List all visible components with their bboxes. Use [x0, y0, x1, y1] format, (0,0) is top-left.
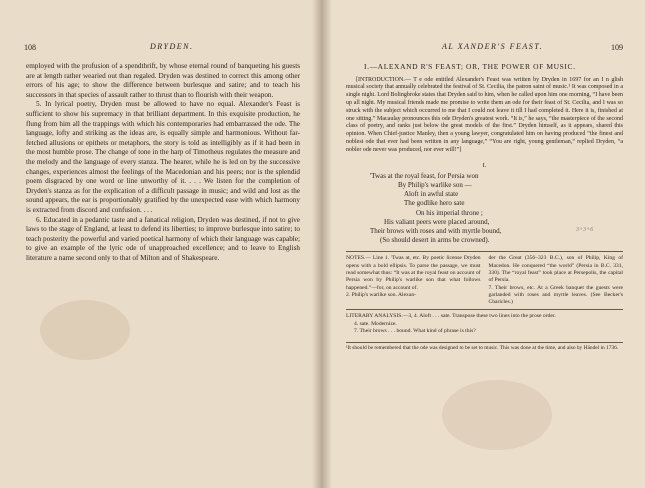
running-head: DRYDEN. [150, 42, 194, 51]
stanza-number: I. [482, 161, 487, 169]
notes-column: NOTES.— Line 1. 'Twas at, etc. By poetic license Dryden opens with a bold ellipsis. To parse the passage, we must read somewhat thus: “It was at the royal feast on account of Persia won by Philip's warlike son that what follows happened.”—for, on account of. 2. Philip's warlike son. Alexan- [346, 255, 481, 298]
poem-line: His valiant peers were placed around, [384, 217, 490, 226]
poem-line: (So should desert in arms be crowned). [380, 236, 490, 245]
poem-stanza [346, 161, 623, 246]
running-head: AL XANDER'S FEAST. [442, 42, 544, 51]
book-gutter [312, 0, 332, 488]
analysis-line: 4. sate. Modernize. [354, 320, 397, 327]
right-page [322, 0, 645, 488]
paragraph: 6. Educated in a pedantic taste and a fanatical religion, Dryden was destined, if not to give laws to the stage of England, at least to defend its liberties; to improve burlesque into satire; to teach posterity the powerful and varied poetical harmony of which their language was capable; to give an example of the lyric ode of unapproached excellence; and to leave to English literature a name second only to that of Milton and of Shakespeare. [26, 215, 300, 262]
notes-column: der the Great (356–323 B.C.), son of Philip, King of Macedon. He conquered “the world” (Persia in B.C. 331, 330). The “royal feast” took place at Persepolis, the capital of Persia. 7. Their brows, etc. At a Greek banquet the guests were garlanded with roses and myrtle leaves. (See Becker's Charicles.) [488, 255, 623, 306]
poem-line: The godlike hero sate [404, 199, 465, 208]
notes [346, 255, 623, 306]
analysis-line: 7. Their brows . . . bound. What kind of phrase is this? [354, 328, 476, 335]
footnote: ¹It should be remembered that the ode was designed to be set to music. This was done at the time, and also by Händel in 1736. [346, 342, 623, 352]
analysis-line: LITERARY ANALYSIS.—3, 4. Aloft . . . sate. Transpose these two lines into the prose order. [346, 313, 556, 320]
paragraph: employed with the profusion of a spendthrift, by whose eternal round of banqueting his guests are at length rather wearied out than regaled. Dryden was destined to correct this among other errors of his age; to show the difference between burlesque and satire; and to teach his successors in that species of assault rather to thrust than to flourish with their weapon. [26, 62, 300, 99]
pencil-annotation: 3+3+6 [576, 227, 594, 234]
poem-line: Aloft in awful state [404, 190, 459, 199]
poem-line: On his imperial throne ; [416, 208, 483, 217]
divider [346, 251, 623, 252]
section-title: I.—ALEXAND R'S FEAST; OR, THE POWER OF MUSIC. [364, 62, 576, 71]
introduction: [INTRODUCTION.— T e ode entitled Alexander's Feast was written by Dryden in 1697 for an I n glish musical society that annually celebrated the festival of St. Cecilia, the patron saint of music.¹ It was composed in a single night. Lord Bolingbroke states that Dryden said to him, when he called upon him one morning, “I have been up all night. My musical friends made me promise to write them an ode for their feast of St. Cecilia, and I was so struck with the subject which occurred to me that I could not leave it till I had completed it. Here it is, finished at one sitting.” Macaulay pronounces this ode Dryden's greatest work. “It is,” he says, “the masterpiece of the second class of poetry, and ranks just below the great models of the first.” Dryden himself, as it appears, shared this opinion. When Chief-justice Manley, then a young lawyer, congratulated him on having produced “the finest and noblest ode that ever had been written in any language,” “You are right, young gentleman,” replied Dryden, “a nobler ode never was produced, nor ever will!”] [346, 76, 623, 153]
literary-analysis [346, 309, 623, 335]
right-body [346, 62, 623, 352]
page-number: 108 [24, 43, 36, 52]
left-page [0, 0, 322, 488]
poem-line: Their brows with roses and with myrtle bound, [370, 226, 502, 235]
poem-line: 'Twas at the royal feast, for Persia won [370, 171, 479, 180]
poem-line: By Philip's warlike son — [398, 180, 472, 189]
paragraph: 5. In lyrical poetry, Dryden must be allowed to have no equal. Alexander's Feast is sufficient to show his supremacy in that brilliant department. In this exquisite production, he flung from him all the trappings with which his contemporaries had embarrassed the ode. The language, lofty and striking as the ideas are, is equally simple and harmonious. Without far-fetched allusions or epithets or metaphors, the story is told as intelligibly as if it had been in the most humble prose. The change of tone in the harp of Timotheus regulates the measure and the melody and the language of every stanza. The hearer, while he is led on by the successive changes, experiences almost the feelings of the Macedonian and his peers; nor is the splendid poem disgraced by one word or line unworthy of it. . . . We listen for the completion of Dryden's stanza as for the explication of a difficult passage in music; and wild and lost as the sound appears, the ear is proportionably gratified by the unexpected ease with which harmony is extracted from discord and confusion. . . . [26, 100, 300, 214]
left-body-text [26, 62, 300, 263]
page-number: 109 [611, 43, 623, 52]
